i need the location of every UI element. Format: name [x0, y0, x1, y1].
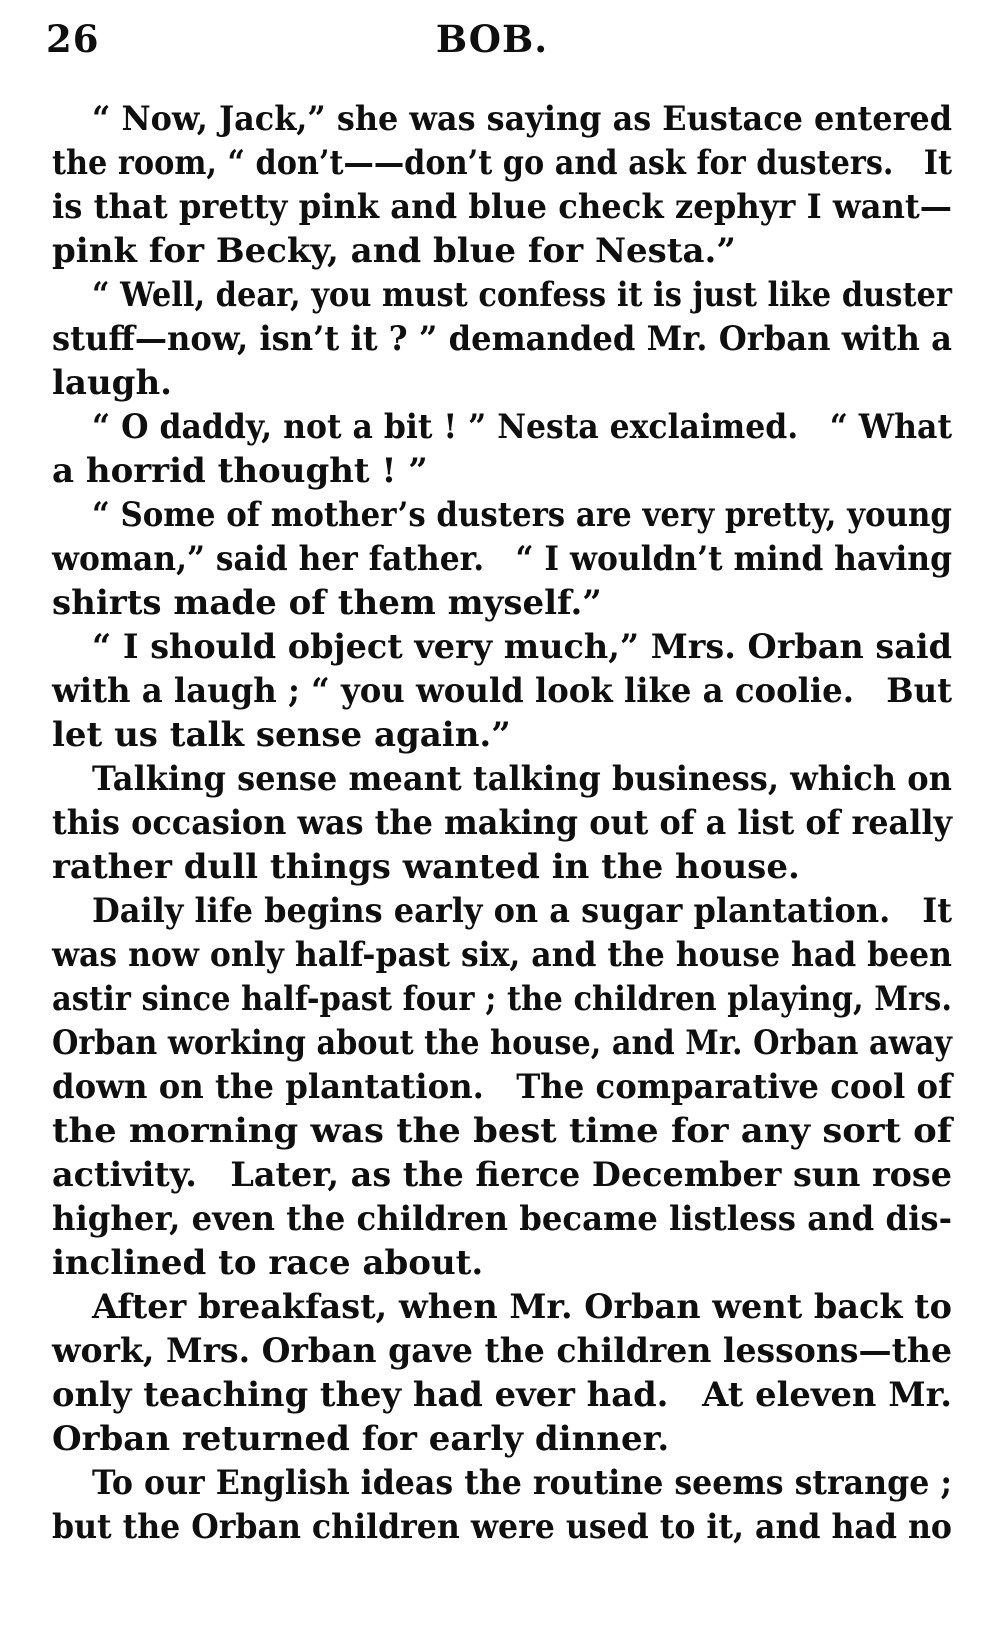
text-line: astir since half-past four ; the children playing, Mrs.: [52, 979, 952, 1019]
text-line: down on the plantation. The comparative cool of: [52, 1067, 955, 1107]
text-line: Orban returned for early dinner.: [52, 1419, 670, 1459]
text-line: work, Mrs. Orban gave the children lessons—the: [51, 1331, 952, 1371]
text-line: woman,” said her father. “ I wouldn’t mind having: [51, 539, 952, 579]
text-line: “ Some of mother’s dusters are very pretty, young: [92, 495, 952, 535]
text-line: higher, even the children became listless and dis-: [52, 1199, 952, 1239]
text-line: After breakfast, when Mr. Orban went back to: [91, 1287, 952, 1327]
text-line: laugh.: [52, 363, 172, 403]
text-line: “ Well, dear, you must confess it is just like duster: [92, 275, 953, 315]
text-line: activity. Later, as the fierce December sun rose: [52, 1155, 952, 1195]
text-line: but the Orban children were used to it, and had no: [52, 1507, 952, 1547]
text-line: the room, “ don’t——don’t go and ask for dusters. It: [52, 143, 953, 183]
text-line: only teaching they had ever had. At eleven Mr.: [52, 1375, 952, 1415]
running-title: BOB.: [435, 17, 549, 61]
page-number: 26: [46, 17, 100, 61]
body-text: [51, 99, 954, 1547]
text-line: with a laugh ; “ you would look like a coolie. But: [51, 671, 953, 711]
text-line: the morning was the best time for any sort of: [52, 1111, 955, 1151]
text-line: Daily life begins early on a sugar plantation. It: [92, 891, 953, 931]
text-line: stuff—now, isn’t it ? ” demanded Mr. Orban with a: [52, 319, 952, 359]
text-line: To our English ideas the routine seems strange ;: [92, 1463, 952, 1503]
text-line: pink for Becky, and blue for Nesta.”: [52, 231, 736, 271]
text-line: inclined to race about.: [52, 1243, 484, 1283]
text-line: “ Now, Jack,” she was saying as Eustace entered: [92, 99, 952, 139]
text-line: was now only half-past six, and the house had been: [51, 935, 953, 975]
text-line: “ O daddy, not a bit ! ” Nesta exclaimed. “ What: [92, 407, 953, 447]
text-line: Orban working about the house, and Mr. Orban away: [52, 1023, 954, 1063]
text-line: Talking sense meant talking business, which on: [92, 759, 952, 799]
text-line: rather dull things wanted in the house.: [52, 847, 800, 887]
text-line: “ I should object very much,” Mrs. Orban said: [92, 627, 952, 667]
text-line: this occasion was the making out of a list of really: [52, 803, 954, 843]
text-line: a horrid thought ! ”: [52, 451, 428, 491]
text-line: is that pretty pink and blue check zephyr I want—: [52, 187, 952, 227]
text-line: shirts made of them myself.”: [52, 583, 602, 623]
text-line: let us talk sense again.”: [52, 715, 511, 755]
